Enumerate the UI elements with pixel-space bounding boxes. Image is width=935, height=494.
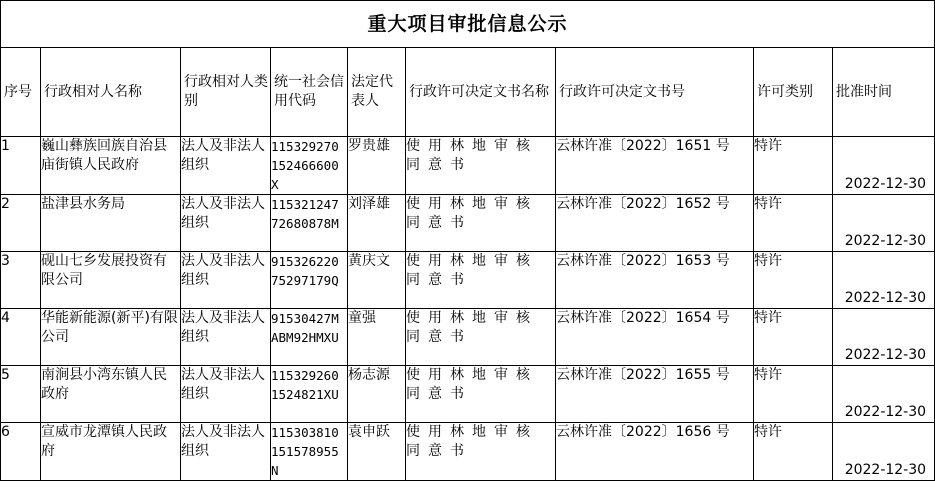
row-doc-name: 使用林地审核同意书 [406, 137, 556, 195]
row-approve-date: 2022-12-30 [833, 252, 935, 309]
row-approve-date: 2022-12-30 [833, 195, 935, 252]
row-permit-type: 特许 [754, 423, 833, 481]
header-doc-no: 行政许可决定文书号 [556, 48, 754, 137]
row-no: 4 [1, 309, 41, 366]
row-legal-rep: 童强 [348, 309, 406, 366]
header-doc-name: 行政许可决定文书名称 [406, 48, 556, 137]
header-no: 序号 [1, 48, 41, 137]
table-row [1, 309, 935, 366]
row-no: 3 [1, 252, 41, 309]
row-legal-rep: 袁申跃 [348, 423, 406, 481]
row-name: 宣威市龙潭镇人民政府 [41, 423, 181, 481]
header-legal-rep: 法定代表人 [348, 48, 406, 137]
row-category: 法人及非法人组织 [181, 309, 271, 366]
row-doc-name: 使用林地审核同意书 [406, 366, 556, 423]
row-doc-name: 使用林地审核同意书 [406, 252, 556, 309]
table-row [1, 366, 935, 423]
row-approve-date: 2022-12-30 [833, 366, 935, 423]
row-permit-type: 特许 [754, 366, 833, 423]
header-approve-date: 批准时间 [833, 48, 935, 137]
row-no: 1 [1, 137, 41, 195]
header-row [1, 48, 935, 137]
row-name: 盐津县水务局 [41, 195, 181, 252]
header-name: 行政相对人名称 [41, 48, 181, 137]
row-doc-no: 云林许准〔2022〕1652 号 [556, 195, 754, 252]
row-doc-no: 云林许准〔2022〕1651 号 [556, 137, 754, 195]
row-doc-no: 云林许准〔2022〕1655 号 [556, 366, 754, 423]
row-no: 2 [1, 195, 41, 252]
row-permit-type: 特许 [754, 137, 833, 195]
row-credit-code: 115329270152466600X [271, 137, 348, 195]
row-name: 巍山彝族回族自治县庙街镇人民政府 [41, 137, 181, 195]
row-credit-code: 91532622075297179Q [271, 252, 348, 309]
row-credit-code: 115303810151578955N [271, 423, 348, 481]
row-name: 南涧县小湾东镇人民政府 [41, 366, 181, 423]
row-category: 法人及非法人组织 [181, 195, 271, 252]
row-doc-no: 云林许准〔2022〕1654 号 [556, 309, 754, 366]
row-approve-date: 2022-12-30 [833, 137, 935, 195]
row-credit-code: 11532124772680878M [271, 195, 348, 252]
row-doc-name: 使用林地审核同意书 [406, 423, 556, 481]
row-no: 5 [1, 366, 41, 423]
row-permit-type: 特许 [754, 309, 833, 366]
row-legal-rep: 杨志源 [348, 366, 406, 423]
page-title: 重大项目审批信息公示 [1, 1, 935, 48]
row-legal-rep: 罗贵雄 [348, 137, 406, 195]
header-credit-code: 统一社会信用代码 [271, 48, 348, 137]
row-category: 法人及非法人组织 [181, 366, 271, 423]
row-category: 法人及非法人组织 [181, 423, 271, 481]
row-category: 法人及非法人组织 [181, 137, 271, 195]
table-row [1, 423, 935, 481]
header-category: 行政相对人类别 [181, 48, 271, 137]
row-doc-no: 云林许准〔2022〕1656 号 [556, 423, 754, 481]
row-category: 法人及非法人组织 [181, 252, 271, 309]
row-name: 砚山七乡发展投资有限公司 [41, 252, 181, 309]
row-approve-date: 2022-12-30 [833, 309, 935, 366]
row-approve-date: 2022-12-30 [833, 423, 935, 481]
table-row [1, 252, 935, 309]
row-doc-name: 使用林地审核同意书 [406, 309, 556, 366]
row-name: 华能新能源(新平)有限公司 [41, 309, 181, 366]
header-permit-type: 许可类别 [754, 48, 833, 137]
row-doc-no: 云林许准〔2022〕1653 号 [556, 252, 754, 309]
row-doc-name: 使用林地审核同意书 [406, 195, 556, 252]
row-permit-type: 特许 [754, 252, 833, 309]
row-credit-code: 91530427MABM92HMXU [271, 309, 348, 366]
row-permit-type: 特许 [754, 195, 833, 252]
table-row [1, 137, 935, 195]
row-legal-rep: 黄庆文 [348, 252, 406, 309]
row-legal-rep: 刘泽雄 [348, 195, 406, 252]
table-row [1, 195, 935, 252]
row-credit-code: 1153292601524821XU [271, 366, 348, 423]
row-no: 6 [1, 423, 41, 481]
